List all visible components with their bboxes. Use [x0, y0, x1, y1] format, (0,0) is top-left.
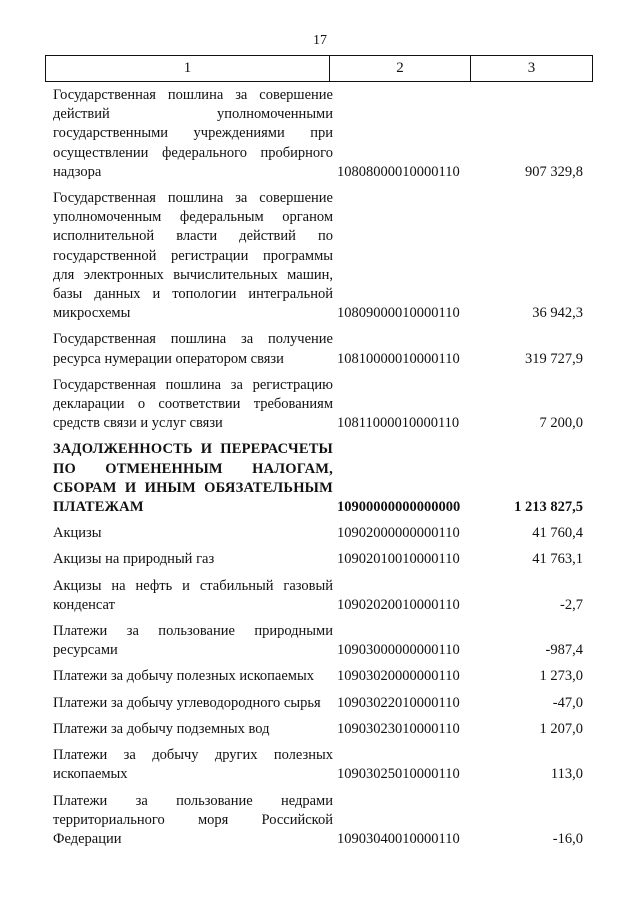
table-header — [45, 55, 593, 82]
table-row — [45, 86, 593, 182]
row-code: 10903000000000110 — [337, 642, 460, 659]
table-row — [45, 189, 593, 323]
row-code: 10809000010000110 — [337, 305, 460, 322]
row-code: 10900000000000000 — [337, 499, 461, 516]
row-code: 10902010010000110 — [337, 551, 460, 568]
row-value: 36 942,3 — [532, 305, 583, 322]
column-header-name: 1 — [46, 56, 330, 81]
table-row — [45, 622, 593, 660]
row-code: 10903022010000110 — [337, 694, 460, 711]
page-number: 17 — [313, 33, 327, 48]
row-name: Платежи за добычу углеводородного сырья — [53, 694, 321, 711]
row-name: Государственная пошлина за совершение действий уполномоченными государственными учреждениями при осуществлении федерального пробирного надзора — [53, 87, 333, 180]
row-name: Акцизы — [53, 525, 102, 542]
row-value: 1 273,0 — [539, 668, 583, 685]
row-value: -987,4 — [545, 642, 583, 659]
table-row — [45, 524, 593, 543]
table-row — [45, 577, 593, 615]
table-body — [45, 86, 593, 849]
row-name: ЗАДОЛЖЕННОСТЬ И ПЕРЕРАСЧЕТЫ ПО ОТМЕНЕННЫМ НАЛОГАМ, СБОРАМ И ИНЫМ ОБЯЗАТЕЛЬНЫМ ПЛАТЕЖАМ — [53, 441, 333, 516]
row-value: 1 213 827,5 — [514, 499, 583, 516]
row-code: 10811000010000110 — [337, 415, 460, 432]
row-code: 10902000000000110 — [337, 525, 460, 542]
row-value: 7 200,0 — [539, 415, 583, 432]
row-value: 41 763,1 — [532, 551, 583, 568]
table-row — [45, 376, 593, 434]
row-name: Платежи за добычу других полезных ископаемых — [53, 747, 333, 783]
table-row — [45, 720, 593, 739]
row-value: 113,0 — [550, 766, 583, 783]
row-code: 10808000010000110 — [337, 163, 460, 180]
row-value: 907 329,8 — [525, 163, 583, 180]
row-name: Государственная пошлина за регистрацию декларации о соответствии требованиям средств связи и услуг связи — [53, 376, 333, 432]
row-name: Платежи за пользование недрами территориального моря Российской Федерации — [53, 792, 333, 847]
row-code: 10903025010000110 — [337, 766, 460, 783]
table-row — [45, 550, 593, 569]
table-row — [45, 330, 593, 368]
row-code: 10903040010000110 — [337, 830, 460, 847]
row-code: 10902020010000110 — [337, 596, 460, 613]
row-value: -16,0 — [552, 830, 583, 847]
column-header-code: 2 — [330, 56, 471, 81]
row-name: Платежи за добычу полезных ископаемых — [53, 668, 314, 685]
table-row — [45, 746, 593, 784]
table-row — [45, 667, 593, 686]
row-name: Государственная пошлина за получение ресурса нумерации оператором связи — [53, 331, 333, 367]
row-value: -47,0 — [552, 694, 583, 711]
row-name: Акцизы на нефть и стабильный газовый конденсат — [53, 577, 333, 613]
row-code: 10810000010000110 — [337, 350, 460, 367]
table-row — [45, 792, 593, 850]
row-value: -2,7 — [560, 596, 583, 613]
row-name: Платежи за пользование природными ресурсами — [53, 623, 333, 659]
budget-table — [45, 55, 593, 856]
row-code: 10903023010000110 — [337, 720, 460, 737]
row-name: Акцизы на природный газ — [53, 551, 215, 568]
table-row — [45, 440, 593, 517]
row-name: Платежи за добычу подземных вод — [53, 720, 270, 737]
column-header-value: 3 — [527, 60, 536, 76]
row-value: 319 727,9 — [525, 350, 583, 367]
table-row — [45, 694, 593, 713]
row-value: 41 760,4 — [532, 525, 583, 542]
row-code: 10903020000000110 — [337, 668, 460, 685]
row-value: 1 207,0 — [539, 720, 583, 737]
row-name: Государственная пошлина за совершение уполномоченным федеральным органом исполнительной власти действий по государственной регистрации программы для электронных вычислительных машин, базы данных и топологии интегральной микросхемы — [53, 190, 333, 322]
